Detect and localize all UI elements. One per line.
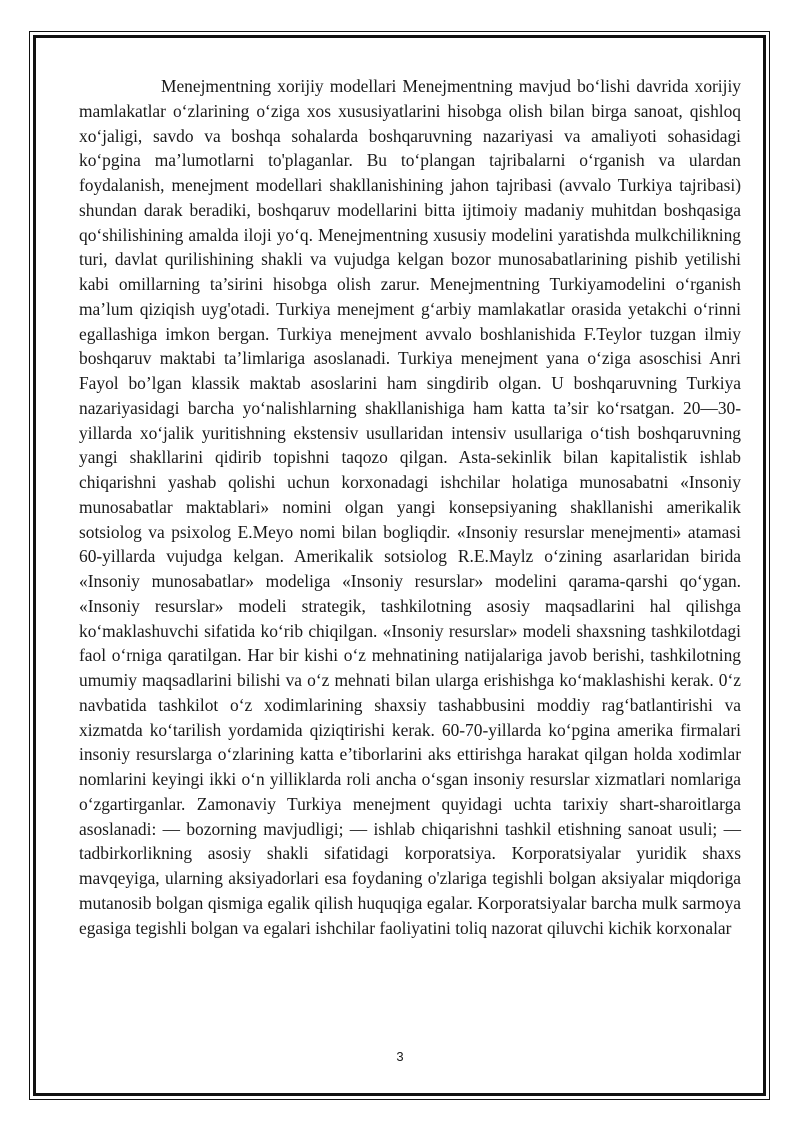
page-number: 3 — [396, 1049, 404, 1064]
body-paragraph: Menejmentning xorijiy modellari Menejmentning mavjud bo‘lishi davrida xorijiy mamlakatlar o‘zlarining o‘ziga xos xususiyatlarini hisobga olish bilan birga sanoat, qishloq xo‘jaligi, savdo va boshqa sohalarda boshqaruvning nazariyasi va amaliyoti sohasidagi ko‘pgina ma’lumotlarni to'plaganlar. Bu to‘plangan tajribalarni o‘rganish va ulardan foydalanish, menejment modellari shakllanishining jahon tajribasi (avvalo Turkiya tajribasi) shundan darak beradiki, boshqaruv modellarini bitta ijtimoiy madaniy muhitdan boshqasiga qo‘shilishining amalda iloji yo‘q. Menejmentning xususiy modelini yaratishda mulkchilikning turi, davlat qurilishining shakli va vujudga kelgan bozor munosabatlarining pishib yetilishi kabi omillarning ta’sirini hisobga olish zarur. Menejmentning Turkiyamodelini o‘rganish ma’lum qiziqish uyg'otadi. Turkiya menejment g‘arbiy mamlakatlar orasida yetakchi o‘rinni egallashiga imkon bergan. Turkiya menejment avvalo boshlanishida F.Teylor tuzgan ilmiy boshqaruv maktabi ta’limlariga asoslanadi. Turkiya menejment yana o‘ziga asoschisi Anri Fayol bo’lgan klassik maktab asoslarini ham singdirib olgan. U boshqaruvning Turkiya nazariyasidagi barcha yo‘nalishlarning shakllanishiga ham katta ta’sir ko‘rsatgan. 20—30-yillarda xo‘jalik yuritishning ekstensiv usullaridan intensiv usullariga o‘tish boshqaruvning yangi shakllarini qidirib topishni taqozo qilgan. Asta-sekinlik bilan kapitalistik ishlab chiqarishni yashab qolishi uchun korxonadagi ishchilar holatiga munosabatni «Insoniy munosabatlar maktablari» nomini olgan yangi konsepsiyaning shakllanishi amerikalik sotsiolog va psixolog E.Meyo nomi bilan bogliqdir. «Insoniy resurslar menejmenti» atamasi 60-yillarda vujudga kelgan. Amerikalik sotsiolog R.E.Maylz o‘zining asarlaridan birida «Insoniy munosabatlar» modeliga «Insoniy resurslar» modelini qarama-qarshi qo‘ygan. «Insoniy resurslar» modeli strategik, tashkilotning asosiy maqsadlarini hal qilishga ko‘maklashuvchi sifatida ko‘rib chiqilgan. «Insoniy resurslar» modeli shaxsning tashkilotdagi faol o‘rniga qaratilgan. Har bir kishi o‘z mehnatining natijalariga javob berishi, tashkilotning umumiy maqsadlarini bilishi va o‘z mehnati bilan ularga erishishga ko‘maklashishi kerak. 0‘z navbatida tashkilot o‘z xodimlarining shaxsiy tashabbusini moddiy rag‘batlantirishi va xizmatda ko‘tarilish yordamida qiziqtirishi kerak. 60-70-yillarda ko‘pgina amerika firmalari insoniy resurslarga o‘zlarining katta e’tiborlarini aks ettirishga harakat qilgan holda xodimlar nomlarini keyingi ikki o‘n yilliklarda roli ancha o‘sgan insoniy resurslar xizmatlari nomlariga o‘zgartirganlar. Zamonaviy Turkiya menejment quyidagi uchta tarixiy shart-sharoitlarga asoslanadi: — bozorning mavjudligi; — ishlab chiqarishni tashkil etishning sanoat usuli; — tadbirkorlikning asosiy shakli sifatidagi korporatsiya. Korporatsiyalar yuridik shaxs mavqeyiga, ularning aksiyadorlari esa foydaning o'zlariga tegishli bolgan aksiyalar miqdoriga mutanosib bolgan qismiga egalik qilish huquqiga egalar. Korporatsiyalar barcha mulk sarmoya egasiga tegishli bolgan va egalari ishchilar faoliyatini toliq nazorat qiluvchi kichik korxonalar — [79, 76, 741, 938]
